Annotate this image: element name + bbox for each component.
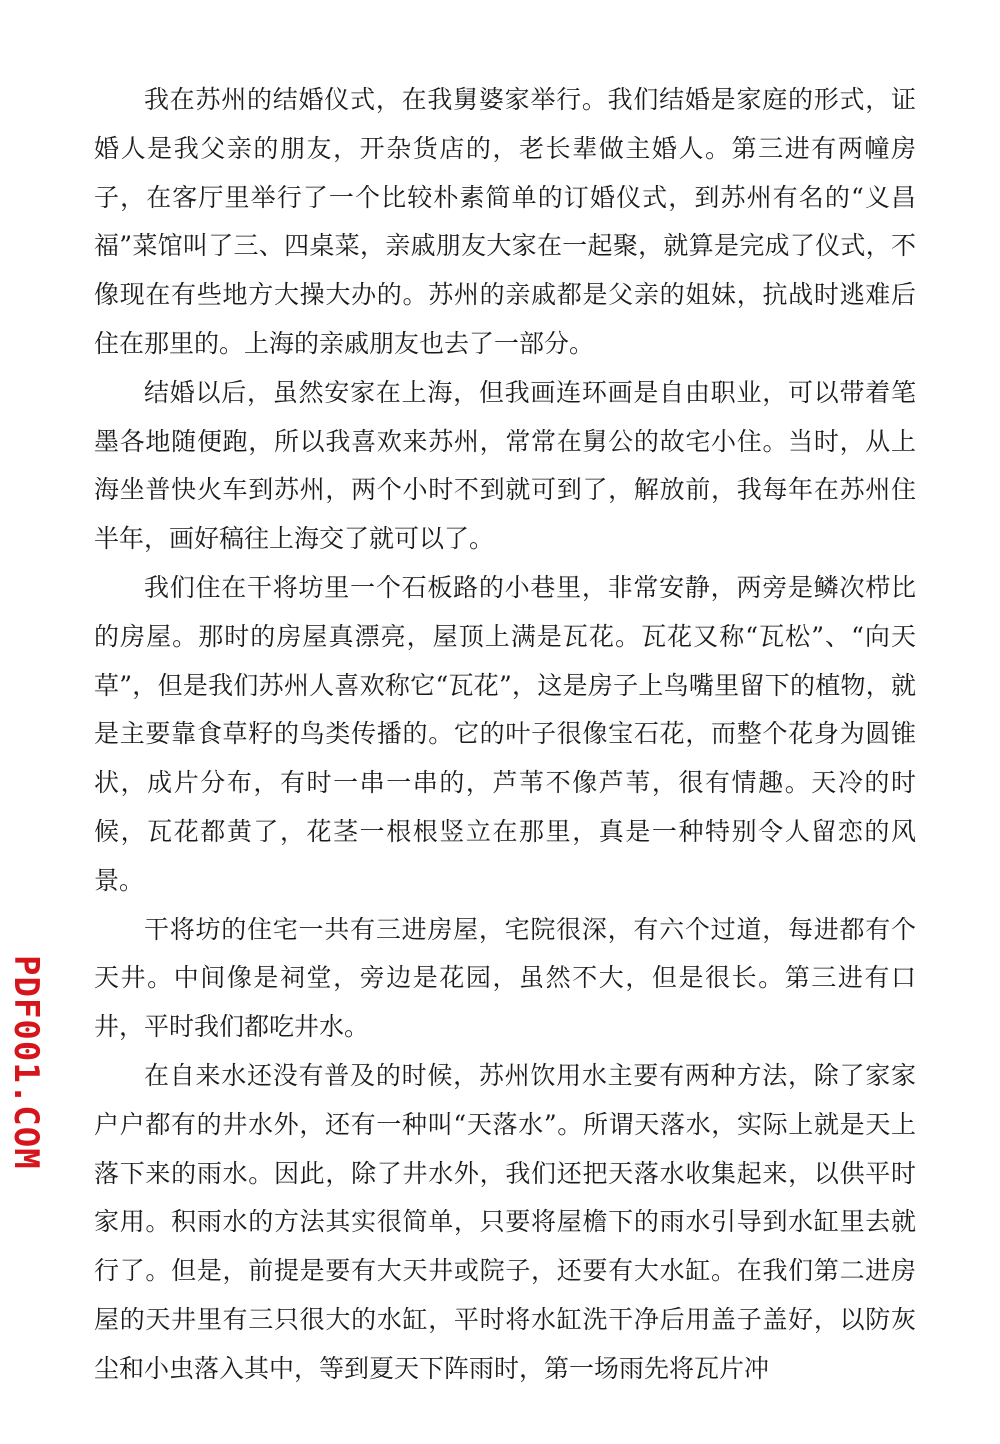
paragraph-ganjiangfang-lane: 我们住在干将坊里一个石板路的小巷里，非常安静，两旁是鳞次栉比的房屋。那时的房屋真漂亮，屋顶上满是瓦花。瓦花又称“瓦松”、“向天草”，但是我们苏州人喜欢称它“瓦花”，这是房子上鸟嘴里留下的植物，就是主要靠食草籽的鸟类传播的。它的叶子很像宝石花，而整个花身为圆锥状，成片分布，有时一串一串的，芦苇不像芦苇，很有情趣。天冷的时候，瓦花都黄了，花茎一根根竖立在那里，真是一种特别令人留恋的风景。: [94, 572, 916, 895]
page-body: [94, 76, 916, 1394]
paragraph-rainwater: 在自来水还没有普及的时候，苏州饮用水主要有两种方法，除了家家户户都有的井水外，还有一种叫“天落水”。所谓天落水，实际上就是天上落下来的雨水。因此，除了井水外，我们还把天落水收集起来，以供平时家用。积雨水的方法其实很简单，只要将屋檐下的雨水引导到水缸里去就行了。但是，前提是要有大天井或院子，还要有大水缸。在我们第二进房屋的天井里有三只很大的水缸，平时将水缸洗干净后用盖子盖好，以防灰尘和小虫落入其中，等到夏天下阵雨时，第一场雨先将瓦片冲: [94, 1060, 916, 1383]
paragraph-wedding: 我在苏州的结婚仪式，在我舅婆家举行。我们结婚是家庭的形式，证婚人是我父亲的朋友，开杂货店的，老长辈做主婚人。第三进有两幢房子，在客厅里举行了一个比较朴素简单的订婚仪式，到苏州有名的“义昌福”菜馆叫了三、四桌菜，亲戚朋友大家在一起聚，就算是完成了仪式，不像现在有些地方大操大办的。苏州的亲戚都是父亲的姐妹，抗战时逃难后住在那里的。上海的亲戚朋友也去了一部分。: [94, 85, 916, 358]
paragraph-residence: 干将坊的住宅一共有三进房屋，宅院很深，有六个过道，每进都有个天井。中间像是祠堂，旁边是花园，虽然不大，但是很长。第三进有口井，平时我们都吃井水。: [94, 914, 916, 1042]
watermark-logo: PDF001.COM: [6, 955, 46, 1170]
paragraph-after-marriage: 结婚以后，虽然安家在上海，但我画连环画是自由职业，可以带着笔墨各地随便跑，所以我喜欢来苏州，常常在舅公的故宅小住。当时，从上海坐普快火车到苏州，两个小时不到就可到了，解放前，我每年在苏州住半年，画好稿往上海交了就可以了。: [94, 377, 916, 554]
